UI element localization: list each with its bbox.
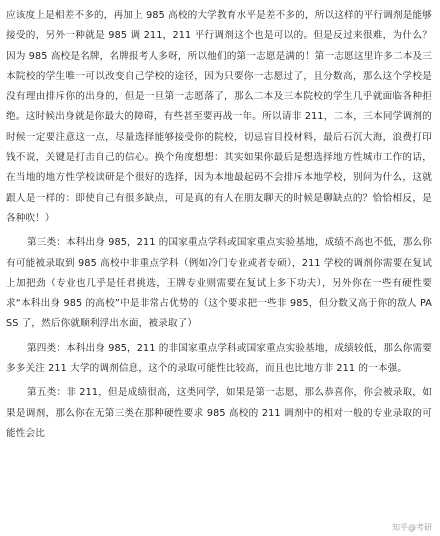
paragraph-category-4: 第四类：本科出身 985，211 的非国家重点学科或国家重点实验基地，成绩较低，那么你需要多多关注 211 大学的调剂信息，这个的录取可能性比较高，而且也比地方非 211 的一本强。 <box>6 342 432 375</box>
watermark: 知乎@考研 <box>392 523 432 532</box>
paragraph-intro: 应该度上是相差不多的，再加上 985 高校的大学教育水平是差不多的，所以这样的平行调剂是能够接受的，另外一种就是 985 调 211，211 平行调剂这个也是可以的。但是反过来很难，为什么？因为 985 高校是名牌，名牌报考人多呀，所以他们的第一志愿是满的！第一志愿这里许多二本及三本院校的学生唯一可以改变自己学校的途径，因为只要你一志愿过了，且分数高，那么这个学校是没有理由排斥你的出身的，但是一旦第一志愿落了，那么二本及三本院校的学生几乎就面临各种拒绝。这时候出身就是你最大的障碍，有些甚至要再战一年。所以请非 211，二本，三本同学调剂的时候一定要注意这一点，尽量选择能够接受你的院校，切忌盲目投材料，最后石沉大海，浪费打印钱不说，关键是打击自己的信心。换个角度想想：其实如果你最后是想选择地方性城市工作的话，在当地的地方性学校读研是个很好的选择，因为本地最起码不会排斥本地学校，别问为什么，这就跟人是一样的：即使自己有很多缺点，可是真的有人在朋友聊天的时候是聊缺点的？恰恰相反，是各种吹！） <box>6 10 432 224</box>
paragraph-category-3: 第三类：本科出身 985，211 的国家重点学科或国家重点实验基地，成绩不高也不低，那么你有可能被录取到 985 高校中非重点学科（例如冷门专业或者专硕），211 学校的调剂你需要在复试上加把劲（专业也几乎是任君挑选，王牌专业则需要在复试上多下功夫），另外你在一些有硬性要求“本科出身 985 的高校”中是非常占优势的（这个要求把一些非 985，但分数又高于你的敌人 PASS 了，然后你就顺利浮出水面，被录取了） <box>6 237 432 330</box>
paragraph-category-5: 第五类：非 211，但是成绩很高，这类同学，如果是第一志愿，那么恭喜你，你会被录取，如果是调剂，那么你在无第三类在那种硬性要求 985 高校的 211 调剂中的相对一般的专业录取的可能性会比 <box>6 387 432 439</box>
